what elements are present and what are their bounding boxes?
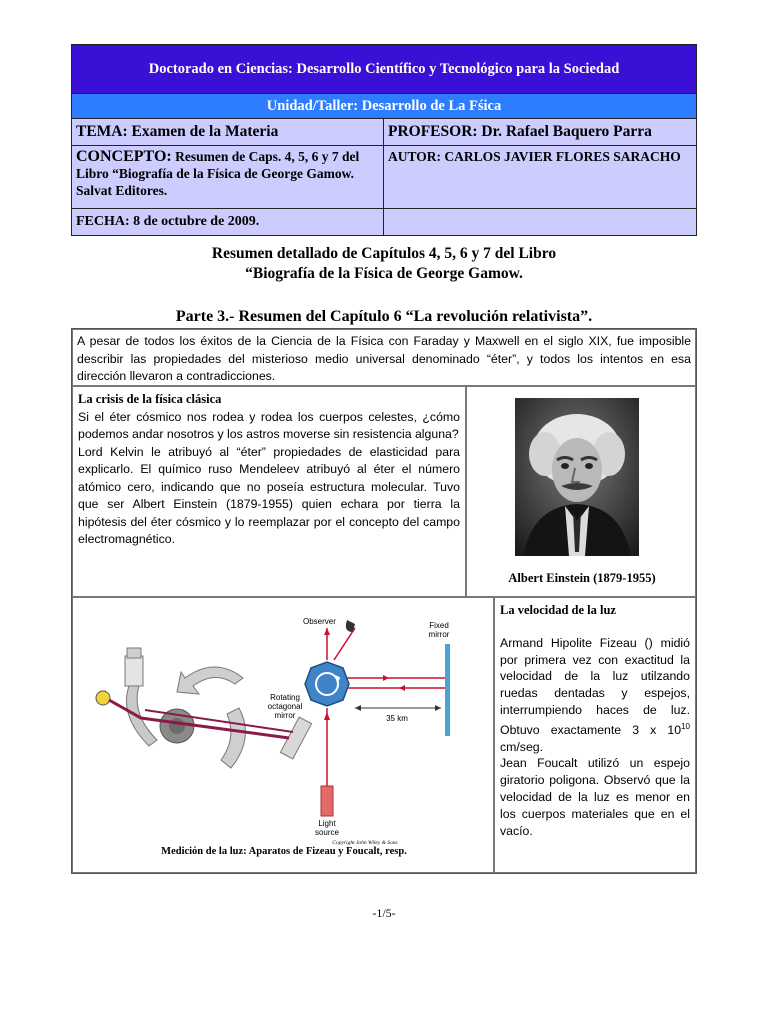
light-speed-paragraph-1: Armand Hipolite Fizeau () midió por primera vez con exactitud la velocidad de la luz utilzando ruedas dentadas y espejos, interrumpiendo haces de luz. Obtuvo exactamente 3 x $10^{10}$ cm/seg. xyxy=(500,635,690,754)
concepto-cell xyxy=(72,146,384,209)
concepto-label: CONCEPTO: xyxy=(76,148,172,165)
einstein-photo xyxy=(515,398,639,556)
unit-title: Unidad/Taller: Desarrollo de La Fśica xyxy=(72,94,697,119)
empty-cell xyxy=(384,209,697,236)
rotating-label-3: mirror xyxy=(274,711,296,720)
content-table xyxy=(71,328,697,874)
intro-paragraph: A pesar de todos los éxitos de la Ciencia de la Física con Faraday y Maxwell en el siglo XIX, fue imposible describir las propiedades del misterioso medio universal denominado “éter”, y todos los intentos en esa dirección llevaron a contradicciones. xyxy=(72,329,696,386)
light-speed-title: La velocidad de la luz xyxy=(500,603,616,617)
summary-heading-line2: “Biografía de la Física de George Gamow. xyxy=(245,265,523,282)
light-source-label-1: Light xyxy=(318,819,336,828)
light-speed-paragraph-2: Jean Foucalt utilizó un espejo giratorio poligona. Observó que la velocidad de la luz es menor en los cuerpos materiales que en el vacío. xyxy=(500,756,690,838)
fixed-mirror-label-1: Fixed xyxy=(429,621,449,630)
header-table xyxy=(71,44,697,236)
fizeau-foucault-diagram xyxy=(89,608,479,848)
part-heading: Parte 3.- Resumen del Capítulo 6 “La revolución relativista”. xyxy=(175,308,593,325)
crisis-section xyxy=(72,386,466,597)
fecha-cell: FECHA: 8 de octubre de 2009. xyxy=(72,209,384,236)
concepto-text: Resumen de Caps. 4, 5, 6 y 7 del Libro “Biografía de la Física de George Gamow. Salvat Editores. xyxy=(76,149,360,198)
summary-heading xyxy=(71,244,697,284)
rotating-label-1: Rotating xyxy=(270,693,300,702)
page-number: -1/5- xyxy=(372,906,396,920)
copyright-label: Copyright John Wiley & Sons xyxy=(332,840,398,846)
einstein-caption: Albert Einstein (1879-1955) xyxy=(508,571,656,585)
fixed-mirror-label-2: mirror xyxy=(428,630,450,639)
rotating-label-2: octagonal xyxy=(267,702,303,711)
light-source-label-2: source xyxy=(314,828,340,837)
observer-label: Observer xyxy=(303,617,336,626)
foucault-apparatus xyxy=(305,620,450,816)
einstein-cell xyxy=(466,386,696,597)
distance-label: 35 km xyxy=(386,714,408,723)
apparatus-cell xyxy=(72,597,494,873)
light-speed-section xyxy=(494,597,696,873)
apparatus-caption: Medición de la luz: Aparatos de Fizeau y Foucalt, resp. xyxy=(161,846,407,857)
summary-heading-line1: Resumen detallado de Capítulos 4, 5, 6 y 7 del Libro xyxy=(211,245,557,262)
crisis-paragraph-1: Si el éter cósmico nos rodea y rodea los cuerpos celestes, ¿cómo podemos andar nosotros y los astros moverse sin resistencia alguna? xyxy=(78,409,460,441)
profesor-cell: PROFESOR: Dr. Rafael Baquero Parra xyxy=(384,119,697,146)
crisis-title: La crisis de la física clásica xyxy=(78,392,222,406)
tema-cell: TEMA: Examen de la Materia xyxy=(72,119,384,146)
crisis-paragraph-2: Lord Kelvin le atribuyó al “éter” propiedades de elasticidad para explicarlo. El químico ruso Mendeleev atribuyó al éter el número atómico cero, indicando que no poseía estructura molecular. Tuvo que ser Albert Einstein (1879-1955) quien echara por tierra la hipótesis del éter cósmico y lo reemplazar por el concepto del campo electromagnético. xyxy=(78,444,460,546)
program-title: Doctorado en Ciencias: Desarrollo Científico y Tecnológico para la Sociedad xyxy=(72,45,697,94)
autor-cell: AUTOR: CARLOS JAVIER FLORES SARACHO xyxy=(384,146,697,209)
